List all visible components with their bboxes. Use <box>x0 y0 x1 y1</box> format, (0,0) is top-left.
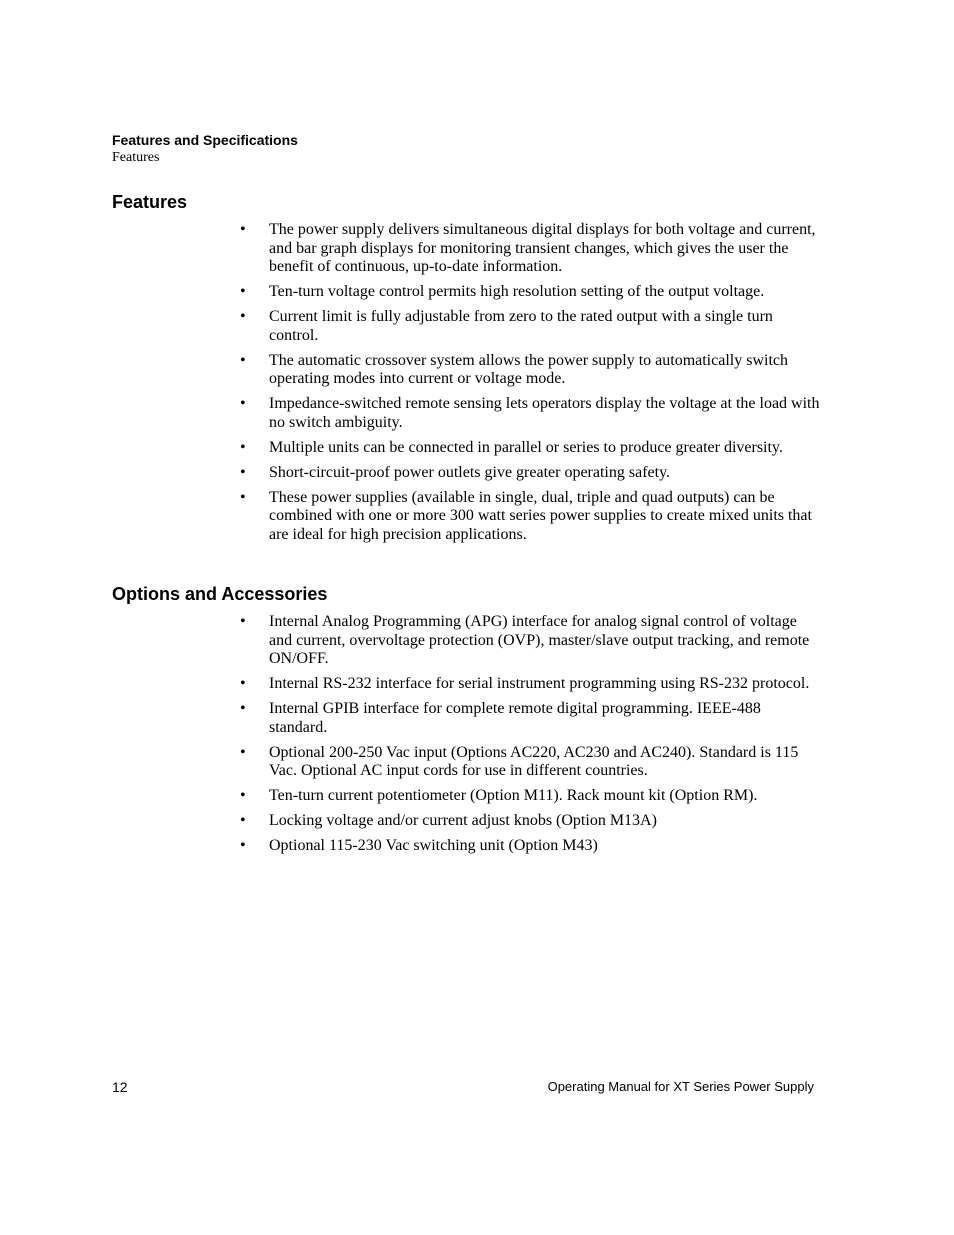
bullet-icon: • <box>240 438 246 456</box>
bullet-icon: • <box>240 221 246 238</box>
bullet-icon: • <box>240 787 246 805</box>
bullet-icon: • <box>240 743 246 761</box>
list-item-text: The automatic crossover system allows the power supply to automatically switch operating modes into current or voltage mode. <box>269 351 788 388</box>
list-item <box>240 464 820 483</box>
list-item <box>240 221 820 277</box>
list-item-text: Ten-turn current potentiometer (Option M11). Rack mount kit (Option RM). <box>269 787 758 805</box>
options-list <box>240 613 820 862</box>
list-item-text: Impedance-switched remote sensing lets operators display the voltage at the load with no switch ambiguity. <box>269 395 820 431</box>
manual-title: Operating Manual for XT Series Power Supply <box>547 1079 814 1094</box>
options-heading: Options and Accessories <box>112 584 328 604</box>
list-item-text: Optional 200-250 Vac input (Options AC220, AC230 and AC240). Standard is 115 Vac. Optional AC input cords for use in different countries. <box>269 743 799 780</box>
list-item-text: These power supplies (available in single, dual, triple and quad outputs) can be combined with one or more 300 watt series power supplies to create mixed units that are ideal for high precision applications. <box>269 488 812 544</box>
list-item <box>240 439 820 458</box>
bullet-icon: • <box>240 395 246 413</box>
list-item <box>240 744 820 781</box>
list-item-text: Current limit is fully adjustable from zero to the rated output with a single turn control. <box>269 308 773 344</box>
list-item <box>240 787 820 806</box>
bullet-icon: • <box>240 675 246 693</box>
bullet-icon: • <box>240 283 246 301</box>
list-item-text: Ten-turn voltage control permits high resolution setting of the output voltage. <box>269 283 765 301</box>
list-item-text: Multiple units can be connected in parallel or series to produce greater diversity. <box>269 438 783 456</box>
bullet-icon: • <box>240 812 246 830</box>
features-heading: Features <box>112 192 188 212</box>
features-list <box>240 221 820 551</box>
list-item-text: Optional 115-230 Vac switching unit (Option M43) <box>269 837 598 855</box>
bullet-icon: • <box>240 837 246 855</box>
list-item <box>240 675 820 694</box>
bullet-icon: • <box>240 351 246 369</box>
bullet-icon: • <box>240 488 246 506</box>
list-item <box>240 613 820 669</box>
list-item <box>240 812 820 831</box>
bullet-icon: • <box>240 700 246 718</box>
bullet-icon: • <box>240 463 246 481</box>
list-item-text: Short-circuit-proof power outlets give greater operating safety. <box>269 463 671 481</box>
list-item <box>240 837 820 856</box>
list-item-text: Internal GPIB interface for complete remote digital programming. IEEE-488 standard. <box>269 700 761 736</box>
list-item <box>240 308 820 345</box>
list-item <box>240 700 820 737</box>
list-item <box>240 489 820 545</box>
list-item <box>240 283 820 302</box>
list-item-text: Internal RS-232 interface for serial instrument programming using RS-232 protocol. <box>269 675 810 693</box>
running-header <box>112 131 298 167</box>
list-item <box>240 352 820 389</box>
section-title: Features <box>112 150 160 165</box>
list-item <box>240 395 820 432</box>
bullet-icon: • <box>240 308 246 326</box>
list-item-text: Locking voltage and/or current adjust knobs (Option M13A) <box>269 812 657 830</box>
chapter-title: Features and Specifications <box>112 132 298 148</box>
bullet-icon: • <box>240 613 246 630</box>
list-item-text: The power supply delivers simultaneous digital displays for both voltage and current, and bar graph displays for monitoring transient changes, which gives the user the benefit of continuous, up-to-date information. <box>269 221 816 276</box>
page-number: 12 <box>112 1079 128 1095</box>
list-item-text: Internal Analog Programming (APG) interface for analog signal control of voltage and current, overvoltage protection (OVP), master/slave output tracking, and remote ON/OFF. <box>269 613 810 668</box>
